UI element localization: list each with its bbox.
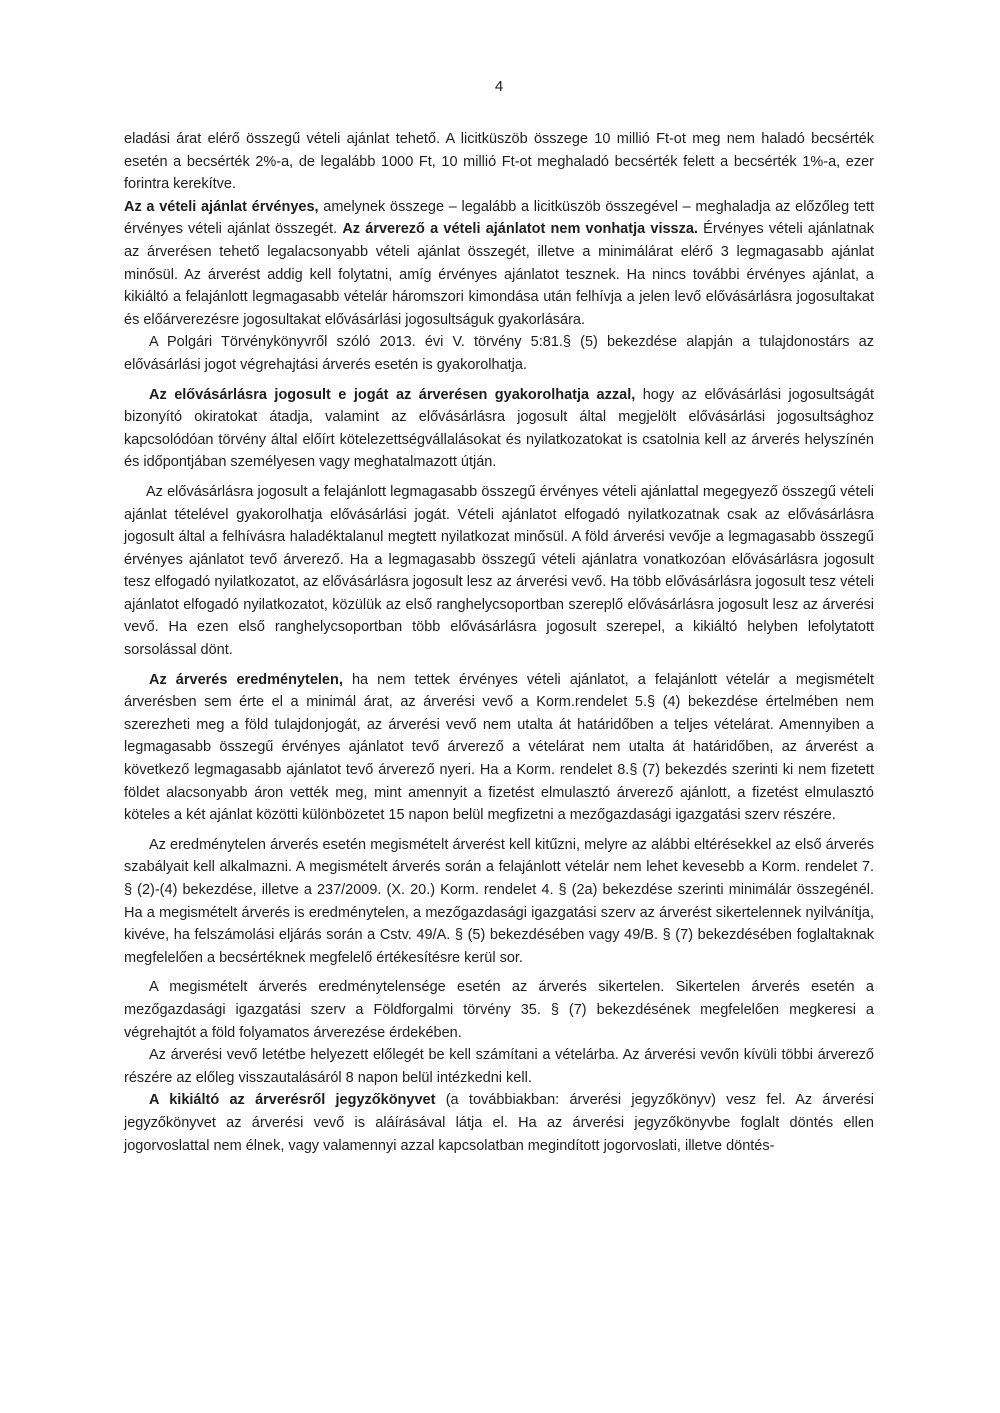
- paragraph-eredmenytelen: Az árverés eredménytelen, ha nem tettek érvényes vételi ajánlatot, a felajánlott vételár a megismételt árverésben sem érte el a minimál árat, az árverési vevő a Korm.rendelet 5.§ (4) bekezdése értelmében nem szerezheti meg a föld tulajdonjogát, az árverési vevő nem utalta át határidőben a teljes vételárat. Amennyiben a legmagasabb összegű érvényes ajánlatot tevő árverező a vételárat nem utalta át határidőben, az árverést a következő legmagasabb ajánlatot tevő árverező nyeri. Ha a Korm. rendelet 8.§ (7) bekezdés szerinti ki nem fizetett földet alacsonyabb áron vették meg, mint amennyit a fizetést elmulasztó árverező ajánlott, a fizetést elmulasztó köteles a két ajánlat közötti különbözetet 15 napon belül megfizetni a mezőgazdasági igazgatási szerv részére.: [124, 671, 874, 824]
- paragraph-licitkuszob: eladási árat elérő összegű vételi ajánlat tehető. A licitküszöb összege 10 millió Ft-ot meg nem haladó becsérték esetén a becsérték 2%-a, de legalább 1000 Ft, 10 millió Ft-ot meghaladó becsérték felett a becsérték 1%-a, ezer forintra kerekítve.: [124, 131, 874, 193]
- paragraph-ptk: A Polgári Törvénykönyvről szóló 2013. évi V. törvény 5:81.§ (5) bekezdése alapján a tulajdonostárs az elővásárlási jogot végrehajtási árverés esetén is gyakorolhatja.: [124, 334, 874, 373]
- document-body: [124, 128, 874, 1157]
- paragraph-jegyzokonyv: A kikiáltó az árverésről jegyzőkönyvet (a továbbiakban: árverési jegyzőkönyv) vesz fel. Az árverési jegyzőkönyvet az árverési vevő is aláírásával látja el. Ha az árverési jegyzőkönyvbe foglalt döntés ellen jogorvoslattal nem élnek, vagy valamennyi azzal kapcsolatban megindított jogorvoslati, illetve döntés-: [124, 1092, 874, 1154]
- paragraph-sikertelen: A megismételt árverés eredménytelensége esetén az árverés sikertelen. Sikertelen árverés esetén a mezőgazdasági igazgatási szerv a Földforgalmi törvény 35. § (7) bekezdésének megfelelően megkeresi a végrehajtót a föld folyamatos árverezése érdekében.: [124, 979, 874, 1041]
- paragraph-megismetelt-arveres: Az eredménytelen árverés esetén megismételt árverést kell kitűzni, melyre az alábbi eltérésekkel az első árverés szabályait kell alkalmazni. A megismételt árverés során a felajánlott vételár nem lehet kevesebb a Korm. rendelet 7. § (2)-(4) bekezdése, illetve a 237/2009. (X. 20.) Korm. rendelet 4. § (2a) bekezdése szerinti minimálár összegénél. Ha a megismételt árverés is eredménytelen, a mezőgazdasági igazgatási szerv az árverést sikertelennek nyilvánítja, kivéve, ha felszámolási eljárás során a Cstv. 49/A. § (5) bekezdésében vagy 49/B. § (7) bekezdésében foglaltaknak megfelelően a becsértéknek megfelelő értékesítésre kerül sor.: [124, 836, 874, 966]
- paragraph-ervenyes-ajanlat: Az a vételi ajánlat érvényes, amelynek összege – legalább a licitküszöb összegével – meghaladja az előzőleg tett érvényes vételi ajánlat összegét. Az árverező a vételi ajánlatot nem vonhatja vissza. Érvényes vételi ajánlatnak az árverésen tehető legalacsonyabb vételi ajánlat összegét, illetve a minimálárat elérő 3 legmagasabb ajánlat minősül. Az árverést addig kell folytatni, amíg érvényes ajánlatot tesznek. Ha nincs további érvényes ajánlat, a kikiáltó a felajánlott legmagasabb vételár háromszori kimondása után felhívja a jelen levő elővásárlásra jogosultakat és előárverezésre jogosultakat elővásárlási jogosultságuk gyakorlására.: [124, 198, 874, 328]
- paragraph-elovasarlas-gyakorlasa: Az elővásárlásra jogosult e jogát az árverésen gyakorolhatja azzal, hogy az elővásárlási jogosultságát bizonyító okiratokat átadja, valamint az elővásárlásra jogosult által megjelölt elővásárlási jogosultsághoz kapcsolódóan törvény által előírt kötelezettségvállalásokat és nyilatkozatokat is csatolnia kell az árverés helyszínén és időpontjában személyesen vagy meghatalmazott útján.: [124, 386, 874, 471]
- paragraph-elovasarlasra-jogosult: Az elővásárlásra jogosult a felajánlott legmagasabb összegű érvényes vételi ajánlattal megegyező összegű vételi ajánlat tételével gyakorolhatja elővásárlási jogát. Vételi ajánlatot elfogadó nyilatkozatnak csak az elővásárlásra jogosult által a felhívásra haladéktalanul megtett nyilatkozat minősül. A föld árverési vevője a legmagasabb összegű érvényes ajánlatot tevő árverező. Ha a legmagasabb összegű vételi ajánlatra vonatkozóan elővásárlásra jogosult tesz elfogadó nyilatkozatot, az elővásárlásra jogosult lesz az árverési vevő. Ha több elővásárlásra jogosult tesz vételi ajánlatot elfogadó nyilatkozatot, közülük az első ranghelycsoportban szereplő elővásárlásra jogosult lesz az árverési vevő. Ha ezen első ranghelycsoportban több elővásárlásra jogosult szerepel, a kikiáltó helyben lefolytatott sorsolással dönt.: [124, 483, 874, 659]
- paragraph-eloleg: Az árverési vevő letétbe helyezett előlegét be kell számítani a vételárba. Az árverési vevőn kívüli többi árverező részére az előleg visszautalásáról 8 napon belül intézkedni kell.: [124, 1047, 874, 1086]
- page-number: 4: [494, 78, 504, 95]
